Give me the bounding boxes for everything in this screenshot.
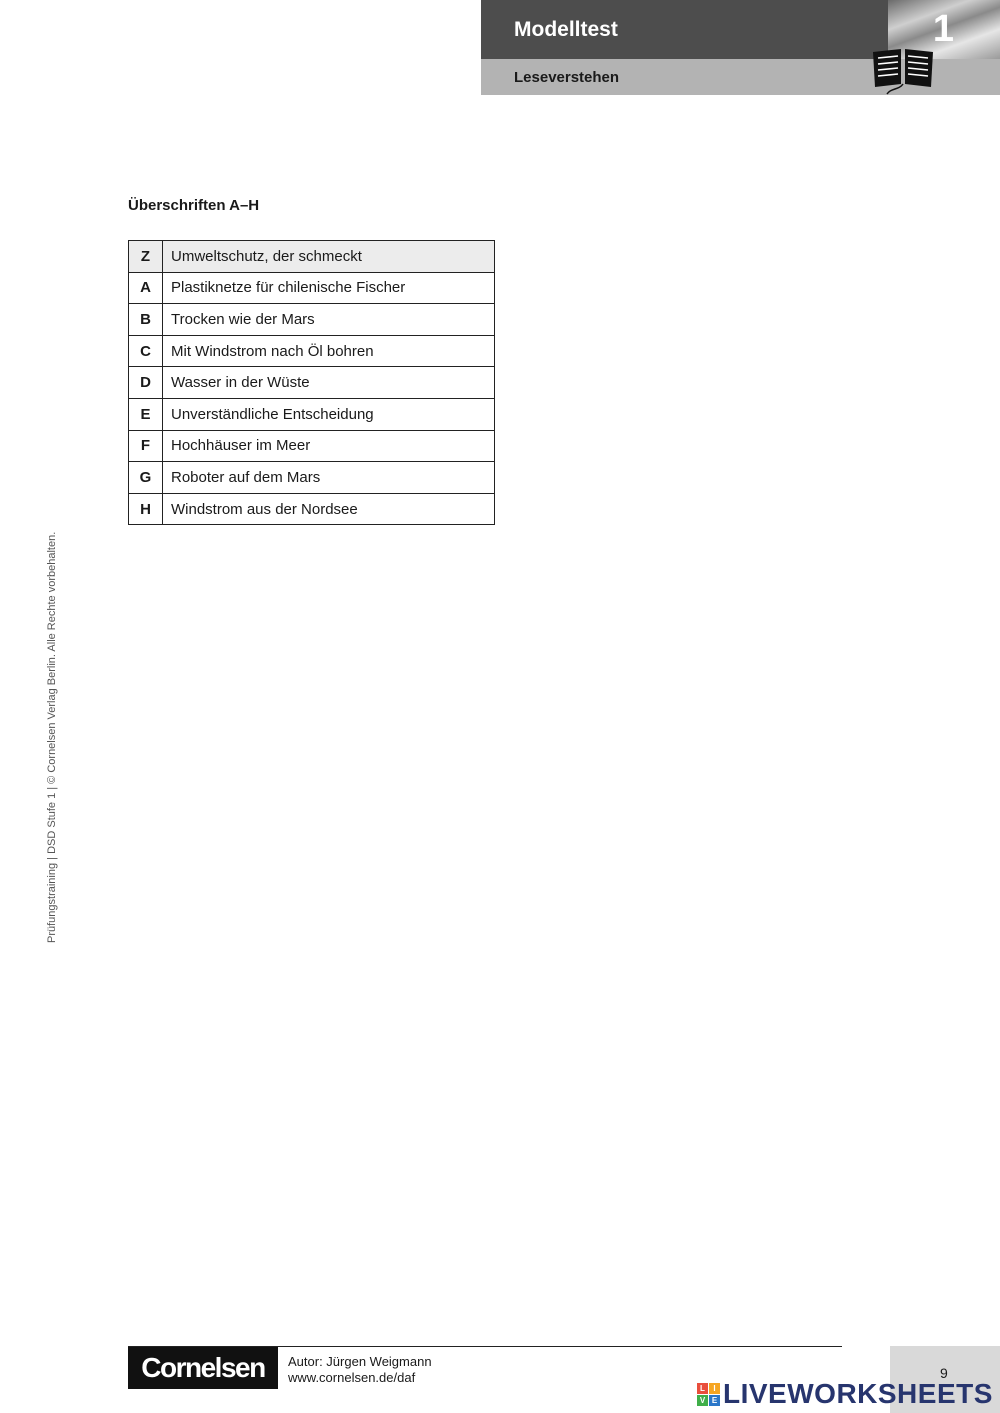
page-header bbox=[481, 0, 1000, 95]
row-heading: Mit Windstrom nach Öl bohren bbox=[163, 335, 495, 367]
row-heading: Plastiknetze für chilenische Fischer bbox=[163, 272, 495, 304]
table-row bbox=[129, 304, 495, 336]
cornelsen-logo: Cornelsen bbox=[128, 1347, 278, 1389]
table-row bbox=[129, 367, 495, 399]
copyright-side-text: Prüfungstraining | DSD Stufe 1 | © Cornelsen Verlag Berlin. Alle Rechte vorbehalten. bbox=[46, 531, 58, 943]
liveworksheets-brand-text: LIVEWORKSHEETS bbox=[723, 1378, 993, 1409]
table-row bbox=[129, 398, 495, 430]
page-number: 9 bbox=[940, 1365, 948, 1381]
table-row bbox=[129, 335, 495, 367]
row-heading: Unverständliche Entscheidung bbox=[163, 398, 495, 430]
logo-letter: L bbox=[697, 1383, 708, 1394]
row-letter: E bbox=[129, 398, 163, 430]
liveworksheets-logo-icon bbox=[697, 1383, 720, 1406]
header-title: Modelltest bbox=[514, 18, 618, 41]
logo-letter: V bbox=[697, 1395, 708, 1406]
row-heading: Trocken wie der Mars bbox=[163, 304, 495, 336]
row-letter: A bbox=[129, 272, 163, 304]
liveworksheets-watermark bbox=[697, 1378, 993, 1410]
publisher-url: www.cornelsen.de/daf bbox=[288, 1370, 416, 1385]
header-subtitle: Leseverstehen bbox=[514, 69, 620, 86]
row-letter: Z bbox=[129, 241, 163, 273]
footer-credits bbox=[288, 1354, 432, 1386]
table-row bbox=[129, 462, 495, 494]
row-letter: G bbox=[129, 462, 163, 494]
row-heading: Roboter auf dem Mars bbox=[163, 462, 495, 494]
row-letter: B bbox=[129, 304, 163, 336]
headings-table bbox=[128, 240, 495, 525]
table-row bbox=[129, 493, 495, 525]
row-letter: H bbox=[129, 493, 163, 525]
open-book-icon bbox=[869, 44, 937, 96]
table-row bbox=[129, 272, 495, 304]
author-line: Autor: Jürgen Weigmann bbox=[288, 1354, 432, 1369]
logo-letter: I bbox=[709, 1383, 720, 1394]
row-letter: C bbox=[129, 335, 163, 367]
test-number: 1 bbox=[932, 8, 954, 50]
logo-letter: E bbox=[709, 1395, 720, 1406]
section-heading: Überschriften A–H bbox=[128, 197, 260, 214]
row-heading: Wasser in der Wüste bbox=[163, 367, 495, 399]
row-heading: Umweltschutz, der schmeckt bbox=[163, 241, 495, 273]
row-heading: Windstrom aus der Nordsee bbox=[163, 493, 495, 525]
row-letter: F bbox=[129, 430, 163, 462]
table-row bbox=[129, 430, 495, 462]
row-letter: D bbox=[129, 367, 163, 399]
row-heading: Hochhäuser im Meer bbox=[163, 430, 495, 462]
table-row bbox=[129, 241, 495, 273]
